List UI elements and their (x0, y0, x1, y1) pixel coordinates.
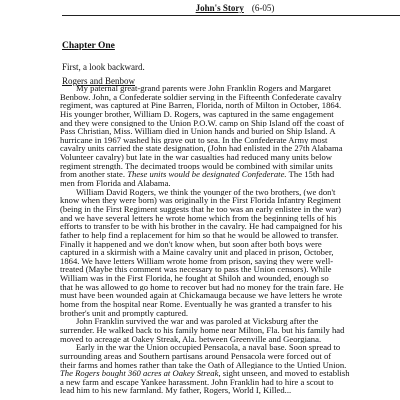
text-line (60, 240, 400, 249)
text-run: regiment, was captured at Pine Barren, Florida, north of Milton in October, 1864. (60, 101, 342, 110)
text-line (60, 265, 400, 274)
text-line (60, 119, 400, 128)
text-line (60, 335, 400, 344)
text-line (60, 205, 400, 214)
text-line (60, 162, 400, 171)
text-run: surrounding areas and Southern partisans around Pensacola were forced out of (60, 351, 332, 361)
text-line (60, 110, 400, 119)
text-run: Volunteer cavalry) but late in the war casualties had reduced many units below (60, 153, 333, 162)
text-run: William David Rogers, we think the younger of the two brothers, (we don't (76, 187, 336, 197)
text-line (60, 188, 400, 197)
text-line (60, 300, 400, 309)
text-line (60, 317, 400, 326)
text-run: regiment strength. The decimated troops would be combined with similar units (60, 161, 333, 171)
text-run: treated (Maybe this comment was necessary to pass the Union censors). While (60, 265, 332, 275)
text-line (60, 326, 400, 335)
text-run: 1864. We have letters William wrote home from prison, saying they were well- (60, 256, 334, 266)
text-line (60, 361, 400, 370)
document-title: John's Story (195, 3, 244, 13)
text-run: a new farm and escape Yankee harassment. John Franklin had to hire a scout to (60, 377, 334, 387)
document-date: (6-05) (251, 3, 275, 13)
text-line (60, 153, 400, 162)
text-run: must have been wounded again at Chickamauga because we have letters he wrote (60, 291, 343, 301)
text-line (60, 101, 400, 110)
text-run: John Franklin survived the war and was paroled at Vicksburg after the (76, 317, 319, 326)
text-line (60, 127, 400, 136)
text-line (60, 352, 400, 361)
intro-line: First, a look backward. (62, 62, 145, 72)
text-run: and we have several letters he wrote home which from the beginning tells of his (60, 213, 337, 223)
text-line (60, 343, 400, 352)
section-title: Rogers and Benbow (62, 76, 135, 86)
text-run: moved to acreage at Oakey Streak, Ala. between Greenville and Georgiana. (60, 334, 322, 344)
text-run: , sight unseen, and moved to establish (218, 369, 350, 378)
text-line (60, 291, 400, 300)
text-run: efforts to transfer to be with his brother in the cavalry. He had campaigned for his (60, 222, 343, 231)
text-run: know when they were born) was originally in the First Florida Infantry Regiment (60, 196, 341, 205)
text-line (60, 231, 400, 240)
body-text (60, 84, 400, 400)
text-line (60, 179, 400, 188)
text-line (60, 170, 400, 179)
text-run: from another state. (60, 170, 128, 180)
text-run: His younger brother, William D. Rogers, was captured in the same engagement (60, 109, 334, 119)
text-run: William was in the First Florida, he fought at Shiloh and wounded, enough so (60, 274, 329, 283)
text-run: and they were consigned to the Union P.O.W. camp on Ship Island off the coast of (60, 118, 345, 128)
text-run: men from Florida and Alabama. (60, 179, 171, 188)
text-line (60, 378, 400, 387)
text-line (60, 283, 400, 292)
text-run: father to help find a replacement for him so that he would be allowed to transfer. (60, 230, 339, 240)
text-run: lead him to his new farmland. My father, Rogers, World I, Killed... (60, 386, 292, 396)
text-line (60, 369, 400, 378)
chapter-title: Chapter One (62, 41, 115, 51)
text-run: (being in the First Regiment suggests that he too was an early enlistee in the war) (60, 204, 342, 214)
text-run: The 15th had (286, 170, 335, 180)
text-run: The Rogers bought 360 acres at Oakey Streak (60, 369, 219, 378)
running-header (0, 2, 400, 14)
text-run: home from the hospital near Rome. Eventually he was granted a transfer to his (60, 300, 332, 309)
text-run: that he was allowed to go home to recover but had no money for the train fare. He (60, 282, 344, 292)
text-run: captured in a skirmish with a Maine cavalry unit and placed in prison, October, (60, 248, 334, 257)
text-line (60, 84, 400, 93)
text-run: cavalry units carried the state designation, (John had enlisted in the 27th Alabama (60, 144, 343, 154)
text-line (60, 386, 400, 395)
text-line (60, 214, 400, 223)
text-run: surrender. He walked back to his family home near Milton, Fla. but his family had (60, 325, 345, 335)
text-run: their farms and homes rather than take the Oath of Allegiance to the Untied Union. (60, 360, 347, 370)
text-run: These units would be designated Confederate. (127, 170, 287, 180)
text-run: Finally it happened and we don't know when, but soon after both boys were (60, 239, 322, 249)
text-run: Benbow. John, a Confederate soldier serving in the Fifteenth Confederate cavalry (60, 92, 342, 102)
text-run: brother's unit and promptly captured. (60, 308, 189, 318)
text-line (60, 93, 400, 102)
text-line (60, 248, 400, 257)
text-run: Early in the war the Union occupied Pensacola, a naval base. Soon spread to (76, 343, 341, 352)
text-run: My paternal great-grand parents were John Franklin Rogers and Margaret (76, 84, 331, 93)
text-line (60, 136, 400, 145)
text-run: Pass Christian, Miss. William died in Union hands and buried on Ship Island. A (60, 127, 336, 136)
text-line (60, 257, 400, 266)
text-line (60, 222, 400, 231)
text-line (60, 196, 400, 205)
text-run: hurricane in 1967 washed his grave out to sea. In the Confederate Army most (60, 135, 328, 145)
header-rule (62, 15, 400, 16)
text-line (60, 144, 400, 153)
text-line (60, 309, 400, 318)
text-line (60, 274, 400, 283)
